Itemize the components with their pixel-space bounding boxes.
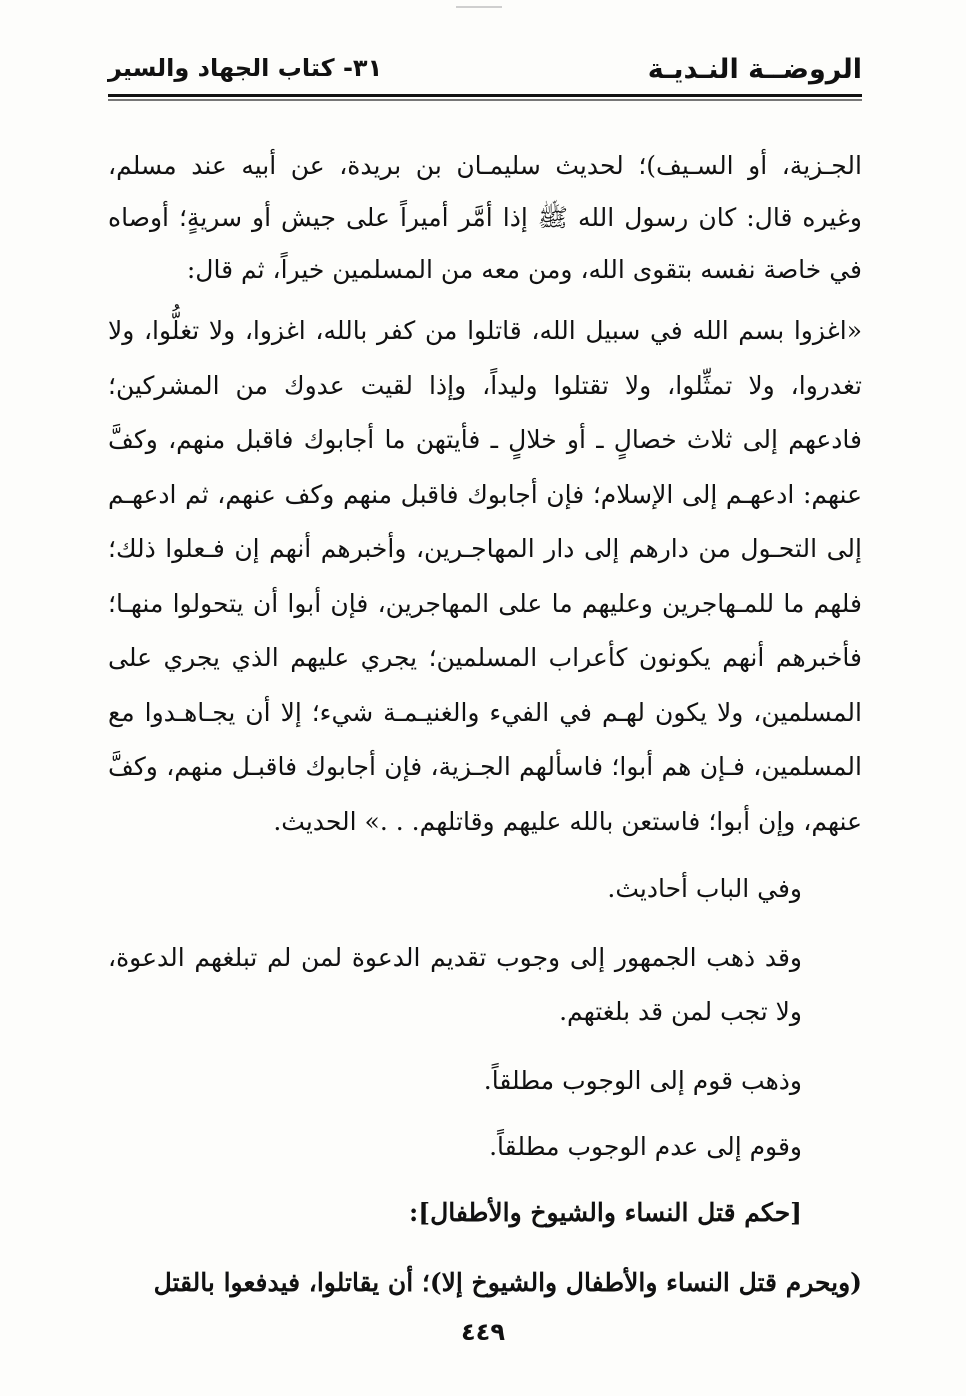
paragraph-non-obligatory-view: وقوم إلى عدم الوجوب مطلقاً. bbox=[489, 1132, 802, 1161]
paragraph-hadith: «اغزوا بسم الله في سبيل الله، قاتلوا من كفر بالله، اغزوا، ولا تغلُّوا، ولا تغدروا، ولا تمثِّلوا، ولا تقتلوا وليداً، وإذا لقيت عدوك من المشركين؛ فادعهم إلى ثلاث خصالٍ ـ أو خلالٍ ـ فأيتهن ما أجابوك فاقبل منهم، وكفَّ عنهم: ادعهـم إلى الإسلام؛ فإن أجابوك فاقبل منهم وكف عنهم، ثم ادعهـم إلى التحـول من دارهم إلى دار المهاجـرين، وأخبرهم أنهم إن فـعلوا ذلك؛ فلهم ما للمـهاجرين وعليهم ما على المهاجرين، فإن أبوا أن يتحولوا منهـا؛ فأخبرهم أنهم يكونون كأعراب المسلمين؛ يجري عليهم الذي يجري على المسلمين، ولا يكون لهـم في الفيء والغنيـمـة شيء؛ إلا أن يجـاهـدوا مع المسلمين، فـإن هم أبوا؛ فاسألهم الجـزية، فإن أجابوك فاقبـل منهم، وكفَّ عنهم، وإن أبوا؛ فاستعن بالله عليهم وقاتلهم. . .» الحديث. bbox=[108, 316, 862, 836]
paragraph-majority-view: وقد ذهب الجمهور إلى وجوب تقديم الدعوة لمن لم تبلغهم الدعوة، ولا تجب لمن قد بلغتهم. bbox=[108, 943, 802, 1026]
section-heading: [حكم قتل النساء والشيوخ والأطفال]: bbox=[409, 1198, 802, 1227]
header-rule-secondary bbox=[108, 99, 862, 101]
book-title: الروضــة النـديـة bbox=[647, 54, 862, 85]
page-header bbox=[108, 50, 862, 94]
scan-artifact bbox=[456, 6, 502, 8]
paragraph-chapter-hadiths: وفي الباب أحاديث. bbox=[607, 874, 802, 903]
page-number: ٤٤٩ bbox=[461, 1318, 505, 1346]
chapter-title: ٣١- كتاب الجهاد والسير bbox=[108, 54, 383, 82]
page-body bbox=[108, 140, 862, 1297]
paragraph-intro: الجـزية، أو السـيف)؛ لحديث سليمـان بن بريدة، عن أبيه عند مسلم، وغيره قال: كان رسول الله ﷺ إذا أمَّر أميراً على جيش أو سريةٍ؛ أوصاه في خاصة نفسه بتقوى الله، ومن معه من المسلمين خيراً، ثم قال: bbox=[108, 151, 862, 284]
paragraph-ruling: (ويحرم قتل النساء والأطفال والشيوخ إلا)؛ أن يقاتلوا، فيدفعوا بالقتل bbox=[153, 1268, 862, 1297]
paragraph-obligatory-view: وذهب قوم إلى الوجوب مطلقاً. bbox=[483, 1066, 802, 1095]
header-rule bbox=[108, 94, 862, 97]
